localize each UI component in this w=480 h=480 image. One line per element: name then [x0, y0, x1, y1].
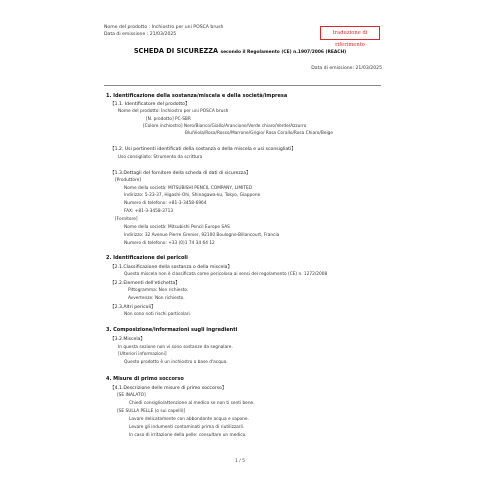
skin-instruction-2: Levare gli indumenti contaminati prima di riutilizzarli. [129, 425, 245, 430]
skin-instruction-1: Lavare delicatamente con abbondante acqua e sapone. [129, 417, 249, 422]
subsection-1-2: 【1.2. Usi pertinenti identificati della sostanza o della miscela e usi sconsigliati】 [110, 147, 296, 152]
supplier-address: Indirizzo: 32 Avenue Pierre Grenier, 92100 Boulogne-Billancourt, Francia [124, 233, 280, 238]
supplier-label: [Fornitore] [115, 217, 138, 222]
skin-instruction-3: In caso di irritazione della pelle: consultare un medico. [129, 433, 247, 438]
if-on-skin-label: [SE SULLA PELLE (o sui capelli)] [117, 409, 186, 414]
ink-colors-line-1: [Colore inchiostro] Nero/Bianco/Giallo/Arancione/Verde chiaro/Verde/Azzurro [143, 124, 307, 129]
producer-fax: FAX: +81-3-3458-3713 [124, 209, 174, 214]
if-inhaled-label: [SE INALATO] [117, 393, 146, 398]
product-code: [N. prodotto] PC-SBR [146, 117, 191, 122]
header-issue-date: Data di emissione : 21/03/2025 [104, 32, 177, 37]
recommended-use: Uso consigliato: Strumento da scrittura [118, 155, 203, 160]
if-inhaled-text: Chiedi consiglio/attenzione al medico se non ti senti bene. [129, 401, 255, 406]
supplier-company: Nome della società: Mitsubishi Pencil Europe SAS [124, 225, 230, 230]
title-regulation: secondo il Regolamento (CE) n.1907/2006 (REACH) [220, 50, 347, 55]
ink-colors-line-2: Blu/Viola/Rosa/Rosso/Marrone/Grigio/ Rosa Corallo/Rosa Chiaro/Beige [185, 131, 334, 136]
composition-note: In questa sezione non vi sono sostanze da segnalare. [118, 345, 233, 350]
producer-label: [Produttore] [115, 178, 141, 183]
section-2-heading: 2. Identificazione dei pericoli [106, 255, 188, 261]
title-main: SCHEDA DI SICUREZZA [133, 47, 219, 55]
subsection-1-1: 【1.1. Identificatore del prodotto】 [110, 102, 190, 107]
reference-translation-stamp: traduzione di riferimento [320, 26, 380, 40]
page-number: 1 / 5 [235, 459, 245, 464]
water-based-ink-note: Questo prodotto è un inchiostro a base d'acqua. [124, 360, 228, 365]
other-hazards: Non sono noti rischi particolari. [124, 312, 192, 317]
header-product-name: Nome del prodotto : Inchiostro per uni POSCA brush [104, 25, 224, 30]
title-issue-date: Data di emissione: 21/03/2025 [311, 66, 382, 71]
subsection-2-1: 【2.1.Classificazione della sostanza o della miscela】 [110, 265, 233, 270]
subsection-2-2: 【2.2.Elementi dell'etichetta】 [110, 281, 180, 286]
producer-company: Nome della società: MITSUBISHI PENCIL COMPANY, LIMITED [124, 186, 253, 191]
section-1-heading: 1. Identificazione della sostanza/miscela e della società/impresa [106, 93, 288, 99]
subsection-3-2: 【3.2.Miscela】 [110, 337, 146, 342]
subsection-4-1: 【4.1.Descrizione delle misure di primo soccorso】 [110, 386, 227, 391]
section-3-heading: 3. Composizione/informazioni sugli ingredienti [106, 327, 238, 333]
producer-address: Indirizzo: 5-23-37, Higashi-Ohi, Shinagawa-ku, Tokyo, Giappone [124, 193, 261, 198]
additional-info-label: [Ulteriori informazioni] [118, 352, 167, 357]
subsection-1-3: 【1.3.Dettagli del fornitore della scheda di dati di sicurezza】 [110, 171, 251, 176]
section-4-heading: 4. Misure di primo soccorso [106, 376, 184, 382]
supplier-phone: Numero di telefono: +33 (0)1 74 34 64 12 [124, 241, 215, 246]
subsection-2-3: 【2.3.Altri pericoli】 [110, 305, 156, 310]
classification-text: Questa miscela non è classificata come pericolosa ai sensi del regolamento (CE) n. 1272/2008 [124, 272, 328, 277]
warnings: Avvertenze: Non richiesto. [128, 296, 185, 301]
header-divider [104, 85, 381, 86]
document-title [0, 47, 480, 55]
product-name: Nome del prodotto: Inchiostro per uni POSCA brush [118, 109, 229, 114]
producer-phone: Numero di telefono: +81-3-3458-6964 [124, 201, 207, 206]
pictograms: Pittogramma: Non richiesto. [128, 288, 189, 293]
